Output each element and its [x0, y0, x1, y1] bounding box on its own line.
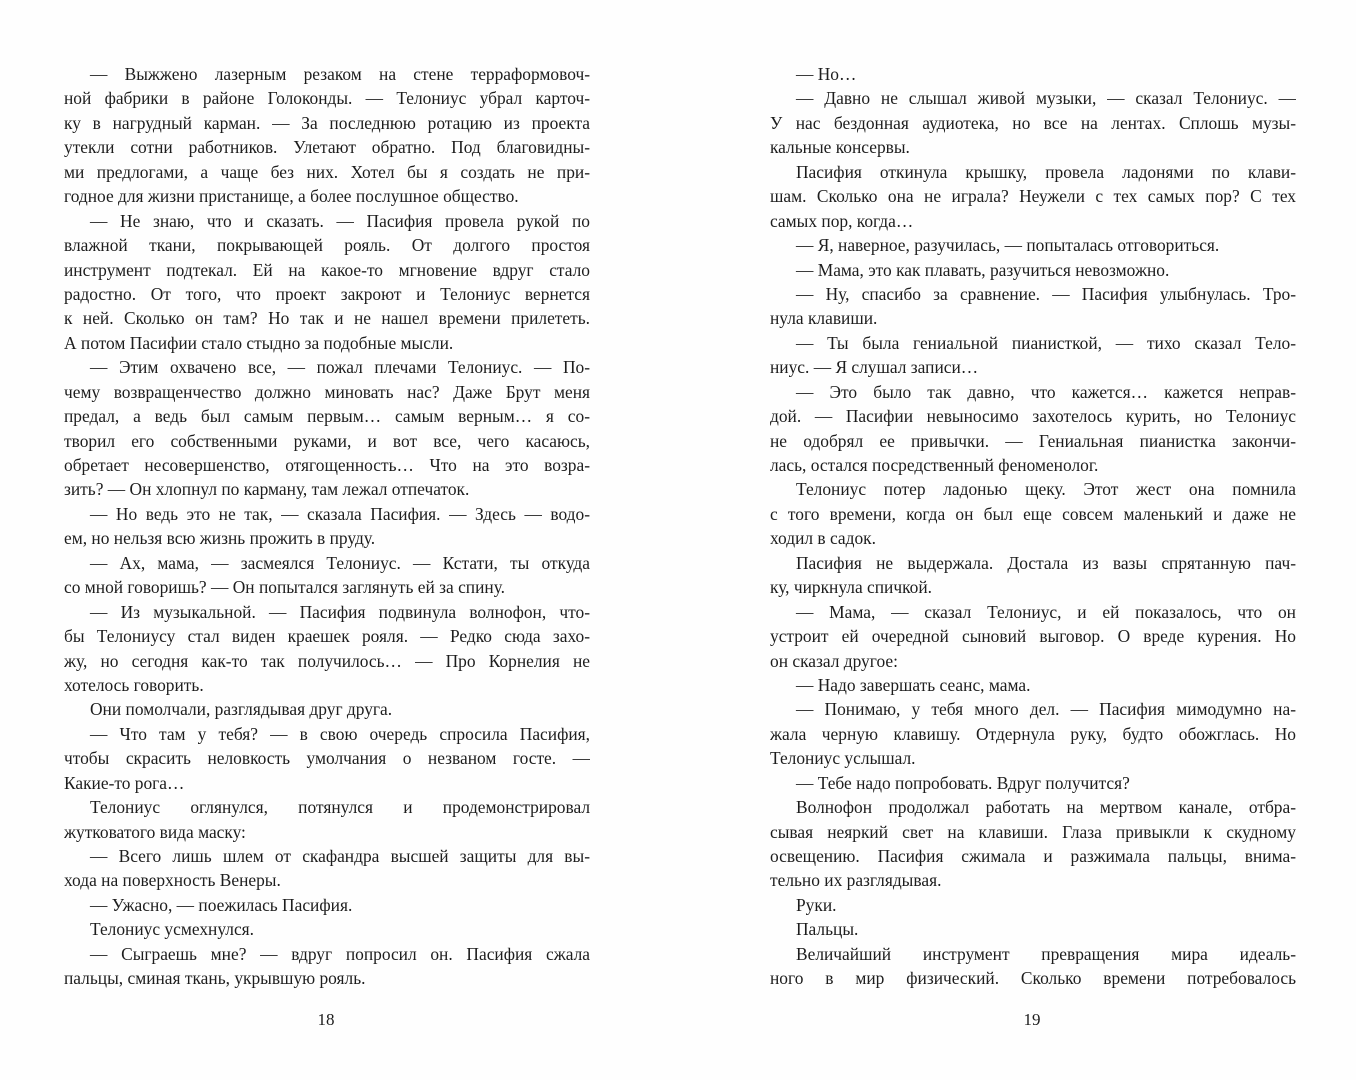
text-line: со мной говоришь? — Он попытался заглянуть ей за спину. — [64, 577, 506, 598]
text-line: — Понимаю, у тебя много дел. — Пасифия мимодумно на- — [796, 699, 1296, 720]
text-line: Телониус потер ладонью щеку. Этот жест она помнила — [796, 479, 1296, 500]
text-line: А потом Пасифии стало стыдно за подобные мысли. — [64, 332, 454, 353]
text-line: обретает несовершенство, отягощенность… Что на это возра- — [64, 455, 590, 475]
text-line: — Это было так давно, что кажется… кажется неправ- — [796, 381, 1296, 402]
text-line: жала черную клавишу. Отдернула руку, будто обожглась. Но — [770, 723, 1296, 744]
text-line: влажной ткани, покрывающей рояль. От долгого простоя — [64, 235, 590, 256]
text-line: ной фабрики в районе Голоконды. — Телониус убрал карточ- — [64, 88, 590, 109]
text-line: — Ты была гениальной пианисткой, — тихо сказал Тело- — [796, 332, 1296, 353]
text-line: — Мама, — сказал Телониус, и ей показалось, что он — [796, 601, 1296, 622]
text-line: освещению. Пасифия сжимала и разжимала пальцы, внима- — [770, 846, 1296, 866]
text-line: радостно. От того, что проект закроют и Телониус вернется — [64, 283, 590, 304]
text-line: Телониус усмехнулся. — [90, 919, 255, 940]
text-line: жутковатого вида маску: — [64, 821, 246, 842]
text-line: — Из музыкальной. — Пасифия подвинула волнофон, что- — [90, 601, 590, 622]
text-line: — Сыграешь мне? — вдруг попросил он. Пасифия сжала — [90, 943, 590, 964]
text-line: шам. Сколько она не играла? Неужели с тех самых пор? С тех — [770, 186, 1296, 207]
text-line: он сказал другое: — [770, 650, 898, 671]
text-line: чему возвращенчество должно миновать нас? Даже Брут меня — [64, 381, 590, 402]
text-line: хотелось говорить. — [64, 674, 204, 695]
text-line: ку в нагрудный карман. — За последнюю ротацию из проекта — [64, 112, 590, 133]
left-page-number: 18 — [317, 1010, 335, 1029]
text-line: ного в мир физический. Сколько времени потребовалось — [770, 968, 1296, 989]
text-line: кальные консервы. — [770, 137, 910, 158]
text-line: ем, но нельзя всю жизнь прожить в пруду. — [64, 528, 376, 549]
text-line: творил его собственными руками, и вот все, чего касаюсь, — [64, 430, 590, 451]
text-line: чтобы скрасить неловкость умолчания о незваном госте. — — [64, 748, 590, 769]
text-line: ку, чиркнула спичкой. — [770, 577, 933, 598]
text-line: Пасифия откинула крышку, провела ладонями по клави- — [796, 161, 1296, 182]
left-page — [64, 62, 590, 991]
text-line: ми предлогами, а чаще без них. Хотел бы я создать не при- — [64, 161, 590, 182]
left-page-text — [64, 62, 590, 991]
text-line: тельно их разглядывая. — [770, 870, 942, 891]
text-line: жу, но сегодня как-то так получилось… — Про Корнелия не — [64, 650, 590, 671]
text-line: ниус. — Я слушал записи… — [770, 357, 979, 378]
text-line: — Я, наверное, разучилась, — попыталась отговориться. — [796, 235, 1220, 256]
text-line: утекли сотни работников. Улетают обратно. Под благовидны- — [64, 137, 590, 158]
text-line: — Тебе надо попробовать. Вдруг получится? — [796, 772, 1130, 793]
text-line: — Мама, это как плавать, разучиться невозможно. — [796, 259, 1170, 280]
text-line: дой. — Пасифии невыносимо захотелось курить, но Телониус — [770, 406, 1296, 427]
text-line: инструмент подтекал. Ей на какое-то мгновение вдруг стало — [64, 259, 590, 280]
text-line: годное для жизни пристанище, а более послушное общество. — [64, 186, 519, 207]
text-line: — Ужасно, — поежилась Пасифия. — [90, 894, 353, 915]
text-line: бы Телониусу стал виден краешек рояля. — Редко сюда захо- — [64, 626, 590, 647]
text-line: сывая неяркий свет на клавиши. Глаза привыкли к скудному — [770, 821, 1296, 842]
text-line: — Всего лишь шлем от скафандра высшей защиты для вы- — [90, 846, 590, 866]
text-line: Телониус услышал. — [770, 748, 916, 769]
text-line: устроит ей очередной сыновий выговор. О вреде курения. Но — [770, 626, 1296, 647]
text-line: предал, а ведь был самым первым… самым верным… я со- — [64, 406, 590, 427]
text-line: — Надо завершать сеанс, мама. — [796, 674, 1031, 695]
text-line: — Не знаю, что и сказать. — Пасифия провела рукой по — [90, 210, 590, 231]
text-line: с того времени, когда он был еще совсем маленький и даже не — [770, 503, 1296, 524]
text-line: — Ах, мама, — засмеялся Телониус. — Кстати, ты откуда — [90, 552, 590, 573]
text-line: — Выжжено лазерным резаком на стене терраформовоч- — [90, 64, 590, 84]
text-line: — Ну, спасибо за сравнение. — Пасифия улыбнулась. Тро- — [796, 283, 1296, 304]
text-line: Пасифия не выдержала. Достала из вазы спрятанную пач- — [796, 552, 1296, 573]
text-line: Величайший инструмент превращения мира идеаль- — [796, 943, 1296, 964]
right-page-number: 19 — [1023, 1010, 1041, 1029]
text-line: — Но… — [796, 64, 857, 84]
right-page — [770, 62, 1296, 991]
text-line: не одобрял ее привычки. — Гениальная пианистка закончи- — [770, 430, 1296, 451]
text-line: хода на поверхность Венеры. — [64, 870, 281, 891]
text-line: Руки. — [796, 894, 837, 915]
text-line: — Давно не слышал живой музыки, — сказал Телониус. — — [796, 88, 1296, 109]
text-line: Телониус оглянулся, потянулся и продемонстрировал — [90, 797, 590, 818]
text-line: — Но ведь это не так, — сказала Пасифия. — Здесь — водо- — [90, 503, 590, 524]
text-line: зить? — Он хлопнул по карману, там лежал отпечаток. — [64, 479, 470, 500]
text-line: Пальцы. — [796, 919, 859, 940]
text-line: к ней. Сколько он там? Но так и не нашел времени прилететь. — [64, 308, 590, 329]
text-line: самых пор, когда… — [770, 210, 914, 231]
text-line: Какие-то рога… — [64, 772, 185, 793]
text-line: ходил в садок. — [770, 528, 876, 549]
text-line: лась, остался посредственный феноменолог. — [770, 455, 1099, 475]
text-line: — Что там у тебя? — в свою очередь спросила Пасифия, — [90, 723, 590, 744]
text-line: Они помолчали, разглядывая друг друга. — [90, 699, 393, 720]
text-line: пальцы, сминая ткань, укрывшую рояль. — [64, 968, 366, 989]
text-line: Волнофон продолжал работать на мертвом канале, отбра- — [796, 797, 1296, 818]
text-line: нула клавиши. — [770, 308, 878, 329]
text-line: У нас бездонная аудиотека, но все на лентах. Сплошь музы- — [770, 112, 1296, 133]
text-line: — Этим охвачено все, — пожал плечами Телониус. — По- — [90, 357, 590, 378]
right-page-text — [770, 62, 1296, 991]
